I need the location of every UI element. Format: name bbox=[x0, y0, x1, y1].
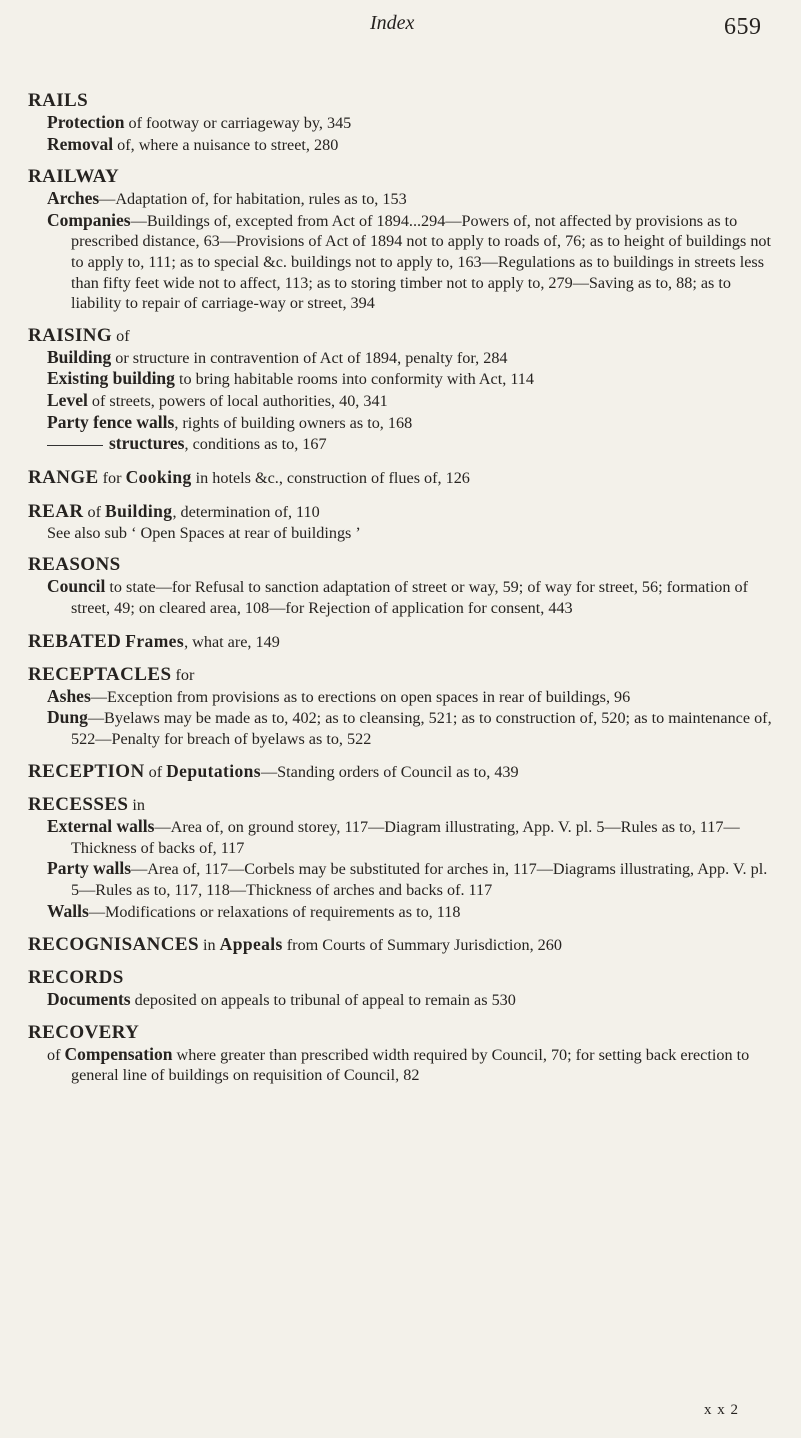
index-entry bbox=[28, 794, 772, 922]
index-entry bbox=[28, 967, 772, 1011]
sub-entry: See also sub ‘ Open Spaces at rear of buildings ’ bbox=[47, 523, 361, 542]
running-head-title: Index bbox=[370, 12, 415, 34]
sub-entry: Walls—Modifications or relaxations of requirements as to, 118 bbox=[47, 900, 461, 921]
index-entry bbox=[28, 554, 772, 618]
index-entry bbox=[28, 90, 772, 155]
sub-entry: Party walls—Area of, 117—Corbels may be substituted for arches in, 117—Diagrams illustrating, App. V. pl. 5—Rules as to, 117, 118—Thickness of arches and backs of. 117 bbox=[47, 858, 768, 900]
entry-heading: RECOVERY bbox=[28, 1021, 140, 1043]
entry-heading: RECESSES in bbox=[28, 794, 146, 816]
sub-entry: Arches—Adaptation of, for habitation, rules as to, 153 bbox=[47, 188, 407, 209]
entry-heading: RAILS bbox=[28, 90, 89, 111]
index-entry bbox=[28, 933, 772, 956]
index-entry bbox=[28, 166, 772, 314]
sub-entry: structures, conditions as to, 167 bbox=[28, 433, 772, 455]
sub-entry: Companies—Buildings of, excepted from Act of 1894...294—Powers of, not affected by provisions as to prescribed distance, 63—Provisions of Act of 1894 not to apply to roads of, 76; as to height of buildings not to apply to, 111; as to special &c. buildings not to apply to, 163—Regulations as to buildings in streets less than fifty feet wide not to affect, 113; as to storing timber not to apply to, 279—Saving as to, 88; as to liability to repair of carriage-way or street, 394 bbox=[47, 209, 772, 313]
entry-heading: RECEPTION of Deputations—Standing orders of Council as to, 439 bbox=[28, 761, 519, 783]
index-content bbox=[28, 90, 772, 1097]
ditto-dash bbox=[47, 445, 103, 446]
index-entry bbox=[28, 664, 772, 750]
sub-entry: Documents deposited on appeals to tribunal of appeal to remain as 530 bbox=[47, 989, 516, 1010]
entry-heading: RECOGNISANCES in Appeals from Courts of Summary Jurisdiction, 260 bbox=[28, 934, 562, 956]
index-entry bbox=[28, 325, 772, 455]
entry-heading: RECORDS bbox=[28, 967, 124, 989]
entry-heading: REAR of Building, determination of, 110 bbox=[28, 500, 320, 522]
sub-entry: of Compensation where greater than prescribed width required by Council, 70; for setting back erection to general line of buildings on requisition of Council, 82 bbox=[47, 1043, 750, 1085]
entry-heading: RECEPTACLES for bbox=[28, 663, 195, 685]
index-entry bbox=[28, 466, 772, 489]
entry-heading: RAILWAY bbox=[28, 166, 120, 188]
sub-entry: Existing building to bring habitable rooms into conformity with Act, 114 bbox=[47, 368, 534, 389]
sub-entry: Removal of, where a nuisance to street, 280 bbox=[47, 133, 339, 154]
entry-heading: RAISING of bbox=[28, 324, 130, 346]
entry-heading: RANGE for Cooking in hotels &c., construction of flues of, 126 bbox=[28, 466, 470, 488]
sub-entry: External walls—Area of, on ground storey, 117—Diagram illustrating, App. V. pl. 5—Rules as to, 117—Thickness of backs of, 117 bbox=[47, 816, 740, 857]
sub-entry: Ashes—Exception from provisions as to erections on open spaces in rear of buildings, 96 bbox=[47, 685, 631, 706]
sub-entry: Party fence walls, rights of building owners as to, 168 bbox=[47, 411, 413, 432]
entry-heading: REASONS bbox=[28, 554, 121, 576]
signature-mark: x x 2 bbox=[704, 1402, 739, 1418]
sub-entry: Protection of footway or carriageway by, 345 bbox=[47, 112, 352, 132]
index-entry bbox=[28, 630, 772, 653]
sub-entry: Dung—Byelaws may be made as to, 402; as to cleansing, 521; as to construction of, 520; as to maintenance of, 522—Penalty for breach of byelaws as to, 522 bbox=[47, 707, 772, 748]
sub-entry: Council to state—for Refusal to sanction adaptation of street or way, 59; of way for street, 56; formation of street, 49; on cleared area, 108—for Rejection of application for consent, 443 bbox=[47, 576, 749, 617]
index-entry bbox=[28, 500, 772, 544]
sub-entry: Building or structure in contravention of Act of 1894, penalty for, 284 bbox=[47, 346, 508, 367]
entry-heading: REBATED Frames, what are, 149 bbox=[28, 630, 280, 652]
sub-entry: Level of streets, powers of local authorities, 40, 341 bbox=[47, 389, 388, 410]
page-number: 659 bbox=[724, 14, 762, 40]
index-entry bbox=[28, 1022, 772, 1086]
index-entry bbox=[28, 760, 772, 783]
